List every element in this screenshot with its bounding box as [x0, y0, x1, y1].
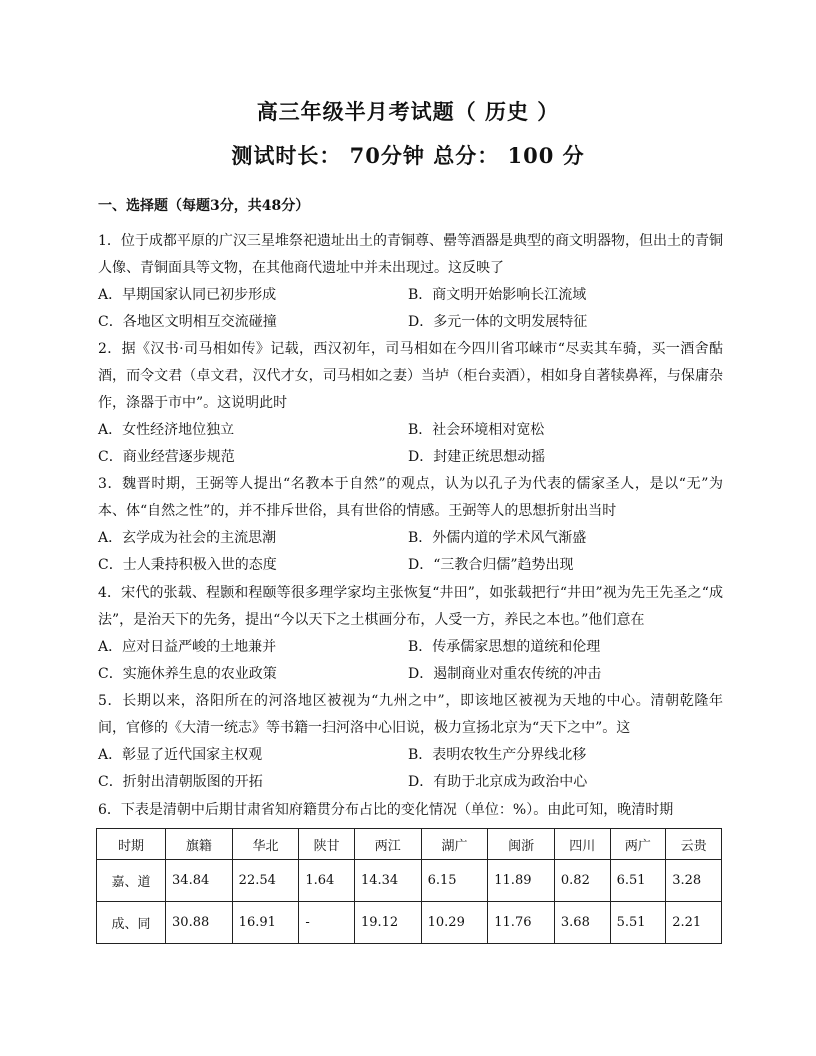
question-6	[98, 797, 723, 824]
question-stem: 3．魏晋时期，王弼等人提出“名教本于自然”的观点，认为以孔子为代表的儒家圣人，是以“无”为本、体“自然之性”的，并不排斥世俗，具有世俗的情感。王弼等人的思想折射出当时	[98, 476, 723, 519]
table-cell: 0.82	[554, 860, 610, 902]
question-2	[98, 336, 723, 471]
options	[98, 742, 723, 796]
column-header: 四川	[554, 829, 610, 860]
table-cell: 6.15	[421, 860, 488, 902]
table-row	[97, 902, 722, 944]
table-cell: 5.51	[610, 902, 666, 944]
table-cell: 3.68	[554, 902, 610, 944]
question-stem: 6．下表是清朝中后期甘肃省知府籍贯分布占比的变化情况（单位：%）。由此可知，晚清时期	[98, 802, 674, 818]
option-b: B．传承儒家思想的道统和伦理	[408, 639, 601, 655]
option-c: C．实施休养生息的农业政策	[98, 666, 277, 682]
option-a: A．彰显了近代国家主权观	[98, 747, 263, 763]
section-heading: 一、选择题（每题3分，共48分）	[98, 198, 310, 214]
table-cell: 11.89	[488, 860, 555, 902]
table-cell: 16.91	[232, 902, 299, 944]
column-header: 云贵	[666, 829, 722, 860]
options	[98, 525, 723, 579]
option-b: B．商文明开始影响长江流域	[408, 287, 587, 303]
option-a: A．早期国家认同已初步形成	[98, 287, 277, 303]
option-c: C．各地区文明相互交流碰撞	[98, 314, 277, 330]
question-stem: 5．长期以来，洛阳所在的河洛地区被视为“九州之中”，即该地区被视为天地的中心。清朝乾隆年间，官修的《大清一统志》等书籍一扫河洛中心旧说，极力宣扬北京为“天下之中”。这	[98, 693, 723, 736]
column-header: 陕甘	[299, 829, 355, 860]
option-d: D．封建正统思想动摇	[408, 449, 546, 465]
question-stem: 2．据《汉书·司马相如传》记载，西汉初年，司马相如在今四川省邛崃市“尽卖其车骑，买一酒舍酤酒，而令文君（卓文君，汉代才女，司马相如之妻）当垆（柜台卖酒），相如身自著犊鼻裈，与保庸杂作，涤器于市中”。这说明此时	[98, 341, 723, 411]
column-header: 闽浙	[488, 829, 555, 860]
table-cell: 19.12	[354, 902, 421, 944]
table-cell: 成、同	[97, 902, 166, 944]
question-stem: 1．位于成都平原的广汉三星堆祭祀遗址出土的青铜尊、罍等酒器是典型的商文明器物，但出土的青铜人像、青铜面具等文物，在其他商代遗址中并未出现过。这反映了	[98, 233, 723, 276]
option-c: C．士人秉持积极入世的态度	[98, 557, 277, 573]
option-c: C．商业经营逐步规范	[98, 449, 235, 465]
option-a: A．应对日益严峻的土地兼并	[98, 639, 277, 655]
table-header-row	[97, 829, 722, 860]
column-header: 旗籍	[166, 829, 233, 860]
options	[98, 417, 723, 471]
data-table	[96, 828, 722, 944]
question-stem: 4．宋代的张载、程颢和程颐等很多理学家均主张恢复“井田”，如张载把行“井田”视为先王先圣之“成法”，是治天下的先务，提出“今以天下之土棋画分布，人受一方，养民之本也。”他们意在	[98, 585, 723, 628]
option-d: D．“三教合归儒”趋势出现	[408, 557, 574, 573]
options	[98, 282, 723, 336]
question-1	[98, 228, 723, 336]
table-cell: 2.21	[666, 902, 722, 944]
page-title: 高三年级半月考试题（ 历史 ）	[256, 99, 560, 124]
option-b: B．外儒内道的学术风气渐盛	[408, 530, 587, 546]
table-cell: 22.54	[232, 860, 299, 902]
option-a: A．女性经济地位独立	[98, 422, 235, 438]
column-header: 湖广	[421, 829, 488, 860]
option-b: B．社会环境相对宽松	[408, 422, 545, 438]
table-cell: 10.29	[421, 902, 488, 944]
question-5	[98, 688, 723, 796]
column-header: 华北	[232, 829, 299, 860]
column-header: 时期	[97, 829, 166, 860]
option-c: C．折射出清朝版图的开拓	[98, 774, 263, 790]
table-cell: 34.84	[166, 860, 233, 902]
table-cell: 1.64	[299, 860, 355, 902]
option-b: B．表明农牧生产分界线北移	[408, 747, 587, 763]
question-4	[98, 580, 723, 688]
options	[98, 634, 723, 688]
column-header: 两广	[610, 829, 666, 860]
table-cell: -	[299, 902, 355, 944]
table-cell: 11.76	[488, 902, 555, 944]
exam-info: 测试时长： 70分钟 总分： 100 分	[231, 143, 585, 168]
table-cell: 6.51	[610, 860, 666, 902]
option-d: D．遏制商业对重农传统的冲击	[408, 666, 602, 682]
column-header: 两江	[354, 829, 421, 860]
table-cell: 30.88	[166, 902, 233, 944]
option-d: D．多元一体的文明发展特征	[408, 314, 588, 330]
question-3	[98, 471, 723, 579]
table-cell: 14.34	[354, 860, 421, 902]
option-a: A．玄学成为社会的主流思潮	[98, 530, 277, 546]
table-cell: 3.28	[666, 860, 722, 902]
option-d: D．有助于北京成为政治中心	[408, 774, 588, 790]
table-cell: 嘉、道	[97, 860, 166, 902]
table-row	[97, 860, 722, 902]
